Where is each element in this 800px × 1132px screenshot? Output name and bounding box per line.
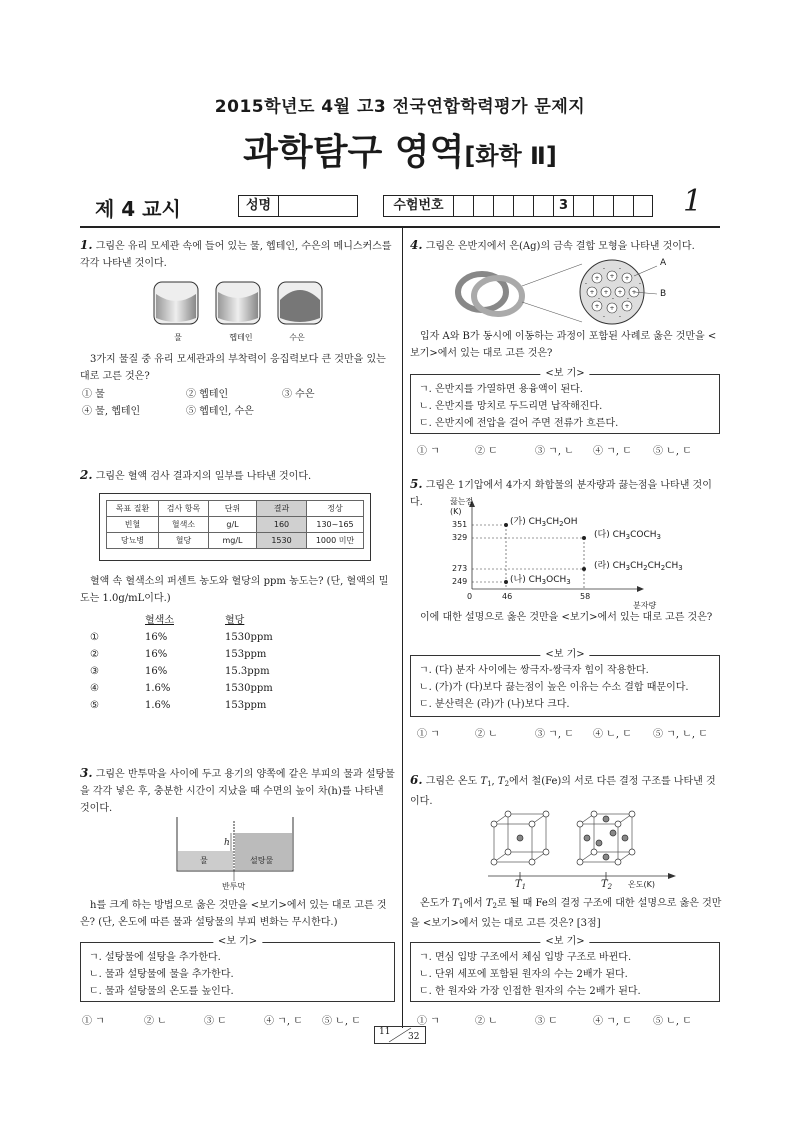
subject-main: 과학탐구 영역 (243, 132, 465, 173)
question-5-text: 그림은 1기압에서 4가지 화합물의 분자량과 끓는점을 나타낸 것이다. (410, 480, 712, 508)
answer-marker: ⑤ (90, 700, 99, 711)
exam-number-cell[interactable] (574, 196, 594, 216)
answer-row[interactable] (90, 629, 290, 646)
choice[interactable]: ① ㄱ (417, 446, 440, 457)
bogi-item: ㄷ. 분산력은 (라)가 (나)보다 크다. (419, 699, 570, 710)
choice[interactable]: ① ㄱ (417, 1016, 440, 1027)
point-label-ra: (라) $CH_3CH_2CH_2CH_3$ (594, 561, 683, 572)
question-1-text: 그림은 유리 모세관 속에 들어 있는 물, 헵테인, 수은의 메니스커스를 각각 나타낸 것이다. (80, 241, 392, 269)
question-3-prompt: h를 크게 하는 방법으로 옳은 것만을 <보기>에서 있는 대로 고른 것은? (단, 온도에 따른 물과 설탕물의 부피 변화는 무시한다.) (80, 900, 387, 928)
exam-number-cell[interactable] (494, 196, 514, 216)
svg-text:+: + (603, 289, 609, 296)
osmosis-label-water: 물 (200, 856, 208, 865)
question-5-number: 5. (410, 477, 423, 491)
answer-hemoglobin: 1.6% (145, 700, 171, 711)
choice[interactable]: ③ 수은 (282, 389, 315, 400)
exam-number-box (383, 195, 653, 217)
capillary-mercury (278, 282, 322, 324)
ring-icon (458, 274, 522, 314)
capillary-label-water: 물 (174, 333, 182, 342)
table-cell: g/L (209, 517, 257, 533)
table-row (107, 533, 364, 549)
footer-page: 11 (379, 1027, 391, 1037)
point-ga (504, 523, 508, 527)
svg-text:+: + (617, 289, 623, 296)
name-field[interactable] (279, 196, 357, 216)
choice[interactable]: ④ ㄱ, ㄷ (264, 1016, 303, 1027)
question-2 (80, 467, 395, 485)
question-6 (410, 772, 722, 810)
period-label: 제 4 교시 (95, 197, 181, 221)
capillary-heptane (216, 282, 260, 324)
answer-marker: ② (90, 649, 99, 660)
subject-title (0, 124, 800, 175)
choice[interactable]: ⑤ ㄴ, ㄷ (653, 1016, 692, 1027)
question-4-number: 4. (410, 238, 423, 252)
svg-text:-: - (602, 313, 606, 320)
point-label-da: (다) $CH_3COCH_3$ (594, 530, 661, 541)
svg-text:-: - (618, 265, 622, 272)
question-2-number: 2. (80, 468, 93, 482)
question-6-text: 그림은 온도 $T_1$, $T_2$에서 철(Fe)의 서로 다른 결정 구조를 나타낸 것이다. (410, 776, 716, 807)
table-cell: mg/L (209, 533, 257, 549)
choice[interactable]: ⑤ ㄴ, ㄷ (653, 446, 692, 457)
bogi-item: ㄴ. 단위 세포에 포함된 원자의 수는 2배가 된다. (419, 969, 628, 980)
question-1-number: 1. (80, 238, 93, 252)
question-5-prompt: 이에 대한 설명으로 옳은 것만을 <보기>에서 있는 대로 고른 것은? (420, 612, 713, 623)
svg-text:+: + (594, 303, 600, 310)
capillary-label-heptane: 헵테인 (229, 333, 253, 342)
exam-number-cell[interactable] (514, 196, 534, 216)
question-4 (410, 237, 722, 255)
table-cell: 1000 미만 (307, 533, 364, 549)
answer-hemoglobin: 1.6% (145, 683, 171, 694)
answer-hemoglobin: 16% (145, 649, 168, 660)
silver-ring-figure (452, 256, 682, 328)
q3-bogi-box (80, 936, 395, 1002)
svg-text:-: - (602, 265, 606, 272)
svg-text:+: + (609, 305, 615, 312)
table-cell: 160 (257, 517, 307, 533)
table-header: 결과 (257, 501, 307, 517)
exam-title: 2015학년도 4월 고3 전국연합학력평가 문제지 (214, 97, 586, 117)
header-rule (80, 226, 720, 228)
tick-label: 0 (467, 592, 473, 601)
q6-bogi-box (410, 936, 720, 1002)
table-cell: 빈혈 (107, 517, 159, 533)
capillary-label-mercury: 수은 (289, 333, 305, 342)
blood-test-table (106, 500, 364, 549)
svg-text:+: + (624, 303, 630, 310)
answer-table (90, 612, 290, 714)
question-6-prompt: 온도가 $T_1$에서 $T_2$로 될 때 Fe의 결정 구조에 대한 설명으로 옳은 것만을 <보기>에서 있는 대로 고른 것은? [3점] (410, 898, 722, 929)
bogi-title: <보 기> (540, 367, 589, 381)
choice[interactable]: ② ㄷ (475, 446, 498, 457)
column-divider (402, 228, 403, 1028)
label-a: A (660, 258, 667, 268)
table-cell: 혈색소 (159, 517, 209, 533)
choice[interactable]: ① ㄱ (82, 1016, 105, 1027)
tick-label: 351 (452, 520, 468, 529)
exam-number-cell[interactable] (634, 196, 652, 216)
answer-marker: ① (90, 632, 99, 643)
table-cell: 혈당 (159, 533, 209, 549)
table-cell: 130~165 (307, 517, 364, 533)
table-cell: 당뇨병 (107, 533, 159, 549)
answer-hemoglobin: 16% (145, 666, 168, 677)
question-3 (80, 765, 395, 817)
question-4-text: 그림은 은반지에서 은(Ag)의 금속 결합 모형을 나타낸 것이다. (425, 241, 695, 252)
table-header-row (107, 501, 364, 517)
choice[interactable]: ② ㄴ (144, 1016, 167, 1027)
choice[interactable]: ④ ㄴ, ㄷ (593, 729, 632, 740)
question-5-choices (417, 725, 708, 740)
question-3-choices (82, 1012, 361, 1027)
table-header: 검사 항목 (159, 501, 209, 517)
tick-label: 273 (452, 564, 468, 573)
answer-glucose: 1530ppm (225, 683, 273, 694)
tick-label: 329 (452, 533, 468, 542)
osmosis-label-h: h (224, 838, 230, 848)
bogi-item: ㄷ. 은반지에 전압을 걸어 주면 전류가 흐른다. (419, 418, 619, 429)
q5-bogi-box (410, 649, 720, 717)
choice[interactable]: ① 물 (82, 389, 105, 400)
bogi-item: ㄴ. (가)가 (다)보다 끓는점이 높은 이유는 수소 결합 때문이다. (419, 682, 689, 693)
name-label: 성명 (239, 196, 279, 216)
choice[interactable]: ③ ㄷ (535, 1016, 558, 1027)
q4-bogi-box (410, 368, 720, 434)
answer-col-header: 혈당 (225, 615, 245, 626)
temperature-axis-label: 온도(K) (628, 880, 655, 889)
t2-label: $T_2$ (601, 879, 613, 891)
answer-row[interactable] (90, 663, 290, 680)
svg-text:-: - (638, 280, 642, 287)
x-axis-label: 분자량 (633, 601, 657, 610)
answer-col-header: 혈색소 (145, 615, 174, 626)
osmosis-figure (175, 815, 295, 887)
table-row (107, 517, 364, 533)
bogi-item: ㄱ. 설탕물에 설탕을 추가한다. (89, 952, 221, 963)
choice[interactable]: ③ ㄱ, ㄴ (535, 446, 574, 457)
exam-number-cell[interactable] (594, 196, 614, 216)
svg-text:-: - (626, 295, 630, 302)
bogi-item: ㄷ. 물과 설탕물의 온도를 높인다. (89, 986, 234, 997)
exam-number-cell[interactable] (534, 196, 554, 216)
point-label-na: (나) $CH_3OCH_3$ (510, 575, 571, 586)
exam-number-cell[interactable] (474, 196, 494, 216)
bogi-item: ㄴ. 은반지를 망치로 두드리면 납작해진다. (419, 401, 603, 412)
question-4-prompt: 입자 A와 B가 동시에 이동하는 과정이 포함된 사례로 옳은 것만을 <보기>에서 있는 대로 고른 것은? (410, 331, 717, 359)
name-box (238, 195, 358, 217)
table-cell: 1530 (257, 533, 307, 549)
answer-row[interactable] (90, 680, 290, 697)
choice[interactable]: ⑤ ㄴ, ㄷ (322, 1016, 361, 1027)
svg-text:+: + (624, 275, 630, 282)
choice[interactable]: ③ ㄷ (204, 1016, 227, 1027)
choice[interactable]: ④ 물, 헵테인 (82, 406, 141, 417)
page-number: 1 (683, 184, 703, 219)
svg-text:-: - (597, 295, 601, 302)
bogi-item: ㄱ. 면심 입방 구조에서 체심 입방 구조로 바뀐다. (419, 952, 632, 963)
choice[interactable]: ⑤ 헵테인, 수은 (186, 406, 254, 417)
choice[interactable]: ⑤ ㄱ, ㄴ, ㄷ (653, 729, 708, 740)
choice[interactable]: ② ㄴ (475, 729, 498, 740)
exam-number-cell[interactable] (454, 196, 474, 216)
bogi-title: <보 기> (213, 935, 262, 949)
osmosis-label-sugar: 설탕물 (250, 856, 274, 865)
capillary-figure (150, 278, 330, 328)
table-header: 단위 (209, 501, 257, 517)
bogi-item: ㄱ. 은반지를 가열하면 용융액이 된다. (419, 384, 583, 395)
answer-row[interactable] (90, 697, 290, 714)
answer-rows (90, 629, 290, 714)
answer-glucose: 15.3ppm (225, 666, 270, 677)
exam-number-label: 수험번호 (384, 196, 454, 216)
point-ra (582, 567, 586, 571)
question-1 (80, 237, 395, 272)
page-footer (374, 1026, 426, 1044)
question-6-choices (417, 1012, 692, 1027)
question-1-prompt: 3가지 물질 중 유리 모세관과의 부착력이 응집력보다 큰 것만을 있는 대로 고른 것은? (80, 354, 386, 382)
footer-total: 32 (408, 1032, 420, 1042)
exam-number-fixed-digit: 3 (554, 196, 574, 216)
answer-glucose: 153ppm (225, 649, 267, 660)
question-6-number: 6. (410, 773, 423, 787)
answer-marker: ③ (90, 666, 99, 677)
crystal-structure-figure (484, 810, 684, 890)
question-3-text: 그림은 반투막을 사이에 두고 용기의 양쪽에 같은 부피의 물과 설탕물을 각각 넣은 후, 충분한 시간이 지났을 때 수면의 높이 차(h)를 나타낸 것이다. (80, 769, 395, 814)
answer-hemoglobin: 16% (145, 632, 168, 643)
choice[interactable]: ① ㄱ (417, 729, 440, 740)
question-4-choices (417, 442, 692, 457)
chart-ylabel: 끓는점 (K) (450, 497, 474, 516)
bogi-item: ㄴ. 물과 설탕물에 물을 추가한다. (89, 969, 234, 980)
tick-label: 58 (580, 592, 591, 601)
subject-sub: [화학 Ⅱ] (464, 142, 557, 170)
bogi-item: ㄷ. 한 원자와 가장 인접한 원자의 수는 2배가 된다. (419, 986, 641, 997)
tick-label: 46 (502, 592, 513, 601)
bogi-item: ㄱ. (다) 분자 사이에는 쌍극자-쌍극자 힘이 작용한다. (419, 665, 649, 676)
choice[interactable]: ③ ㄱ, ㄷ (535, 729, 574, 740)
question-3-number: 3. (80, 766, 93, 780)
answer-row[interactable] (90, 646, 290, 663)
osmosis-label-membrane: 반투막 (222, 882, 246, 891)
point-da (582, 536, 586, 540)
choice[interactable]: ② ㄴ (475, 1016, 498, 1027)
table-header: 목표 질환 (107, 501, 159, 517)
tick-label: 249 (452, 577, 468, 586)
answer-glucose: 1530ppm (225, 632, 273, 643)
svg-text:-: - (618, 313, 622, 320)
choice[interactable]: ④ ㄱ, ㄷ (593, 446, 632, 457)
exam-number-cell[interactable] (614, 196, 634, 216)
choice[interactable]: ④ ㄱ, ㄷ (593, 1016, 632, 1027)
label-b: B (660, 289, 667, 299)
bogi-title: <보 기> (540, 648, 589, 662)
svg-text:+: + (594, 275, 600, 282)
answer-marker: ④ (90, 683, 99, 694)
svg-text:+: + (589, 289, 595, 296)
bogi-title: <보 기> (540, 935, 589, 949)
question-1-choices (82, 386, 397, 420)
point-na (504, 580, 508, 584)
svg-text:+: + (609, 273, 615, 280)
capillary-water (154, 282, 198, 324)
svg-text:-: - (611, 295, 615, 302)
choice[interactable]: ② 헵테인 (186, 389, 229, 400)
svg-text:-: - (584, 280, 588, 287)
point-label-ga: (가) $CH_3CH_2OH$ (510, 517, 578, 528)
question-2-text: 그림은 혈액 검사 결과지의 일부를 나타낸 것이다. (95, 471, 312, 482)
answer-glucose: 153ppm (225, 700, 267, 711)
question-2-prompt: 혈액 속 혈색소의 퍼센트 농도와 혈당의 ppm 농도는? (단, 혈액의 밀도는 1.0g/mL이다.) (80, 576, 389, 604)
svg-text:+: + (631, 289, 637, 296)
t1-label: $T_1$ (515, 879, 527, 891)
table-header: 정상 (307, 501, 364, 517)
